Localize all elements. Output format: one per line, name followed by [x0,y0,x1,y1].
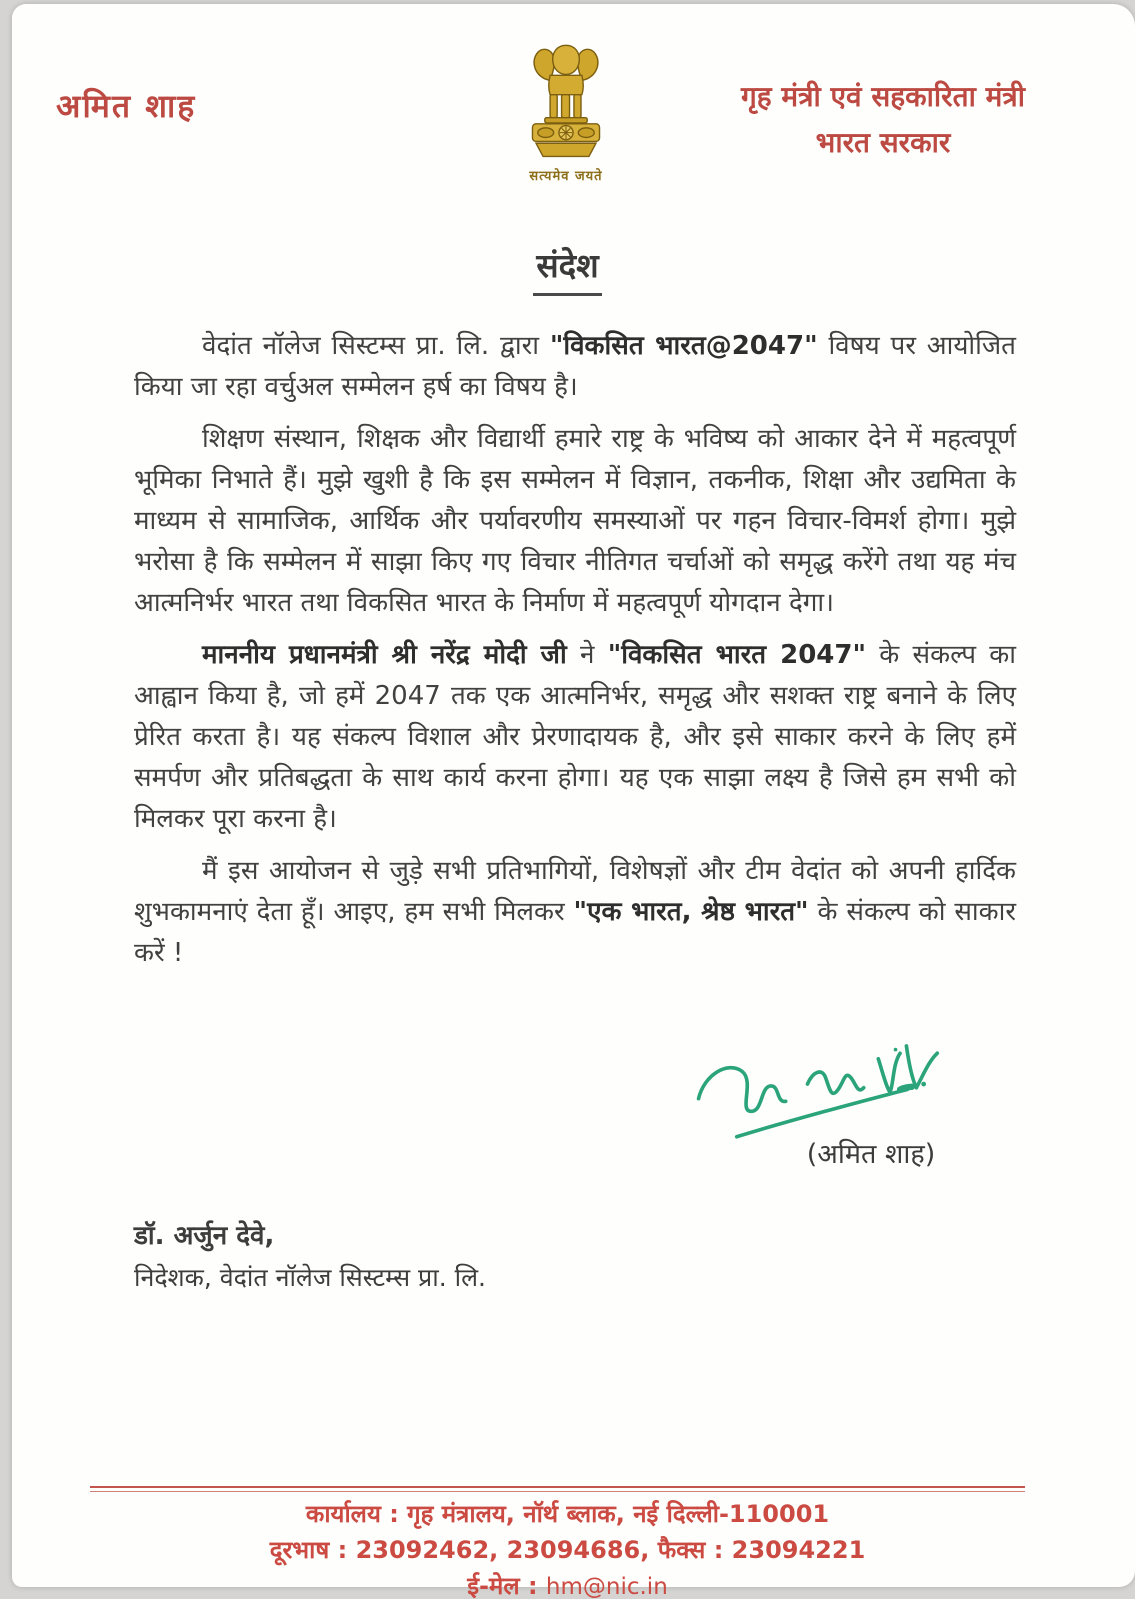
letter-paragraph-1: वेदांत नॉलेज सिस्टम्स प्रा. लि. द्वारा "विकसित भारत@2047" विषय पर आयोजित किया जा रहा वर्चुअल सम्मेलन हर्ष का विषय है। [134,331,1016,402]
amit-shah-signature [672,1026,972,1144]
footer-office-address: कार्यालय : गृह मंत्रालय, नॉर्थ ब्लाक, नई दिल्ली-110001 [305,1500,830,1528]
addressee-designation: निदेशक, वेदांत नॉलेज सिस्टम्स प्रा. लि. [134,1263,487,1292]
office-title-line1: गृह मंत्री एवं सहकारिता मंत्री [740,80,1026,113]
footer-phone-fax: दूरभाष : 23092462, 23094686, फैक्स : 23094221 [269,1536,866,1564]
letter-paragraph-2: शिक्षण संस्थान, शिक्षक और विद्यार्थी हमारे राष्ट्र के भविष्य को आकार देने में महत्वपूर्ण भूमिका निभाते हैं। मुझे खुशी है कि इस सम्मेलन में विज्ञान, तकनीक, शिक्षा और उद्यमिता के माध्यम से सामाजिक, आर्थिक और पर्यावरणीय समस्याओं पर गहन विचार-विमर्श होगा। मुझे भरोसा है कि सम्मेलन में साझा किए गए विचार नीतिगत चर्चाओं को समृद्ध करेंगे तथा यह मंच आत्मनिर्भर भारत तथा विकसित भारत के निर्माण में महत्वपूर्ण योगदान देगा। [134,424,1016,618]
letter-paragraph-4: मैं इस आयोजन से जुड़े सभी प्रतिभागियों, विशेषज्ञों और टीम वेदांत को अपनी हार्दिक शुभकामनाएं देता हूँ। आइए, हम सभी मिलकर "एक भारत, श्रेष्ठ भारत" के संकल्प को साकार करें ! [134,856,1016,968]
letter-paragraph-3: माननीय प्रधानमंत्री श्री नरेंद्र मोदी जी ने "विकसित भारत 2047" के संकल्प का आह्वान किया है, जो हमें 2047 तक एक आत्मनिर्भर, समृद्ध और सशक्त राष्ट्र बनाने के लिए प्रेरित करता है। यह संकल्प विशाल और प्रेरणादायक है, और इसे साकार करने के लिए हमें समर्पण और प्रतिबद्धता के साथ कार्य करना होगा। यह एक साझा लक्ष्य है जिसे हम सभी को मिलकर पूरा करना है। [134,640,1016,834]
minister-name: अमित शाह [56,87,197,125]
signatory-name: (अमित शाह) [806,1139,936,1170]
emblem-motto: सत्यमेव जयते [529,169,603,184]
office-title-line2: भारत सरकार [815,126,951,159]
ashoka-lion-capital-icon [504,40,628,160]
footer-email-label: ई-मेल : [467,1572,546,1599]
footer-email-line [0,1568,1135,1599]
addressee-block [134,1216,486,1294]
footer-contact-block [0,1496,1135,1599]
addressee-name: डॉ. अर्जुन देवे, [134,1221,275,1251]
minister-office-title [688,74,1078,166]
letter-body [134,326,1016,985]
national-emblem [498,40,634,184]
footer-divider [90,1486,1025,1492]
footer-email-value: hm@nic.in [545,1574,668,1599]
letter-heading: संदेश [0,242,1135,296]
